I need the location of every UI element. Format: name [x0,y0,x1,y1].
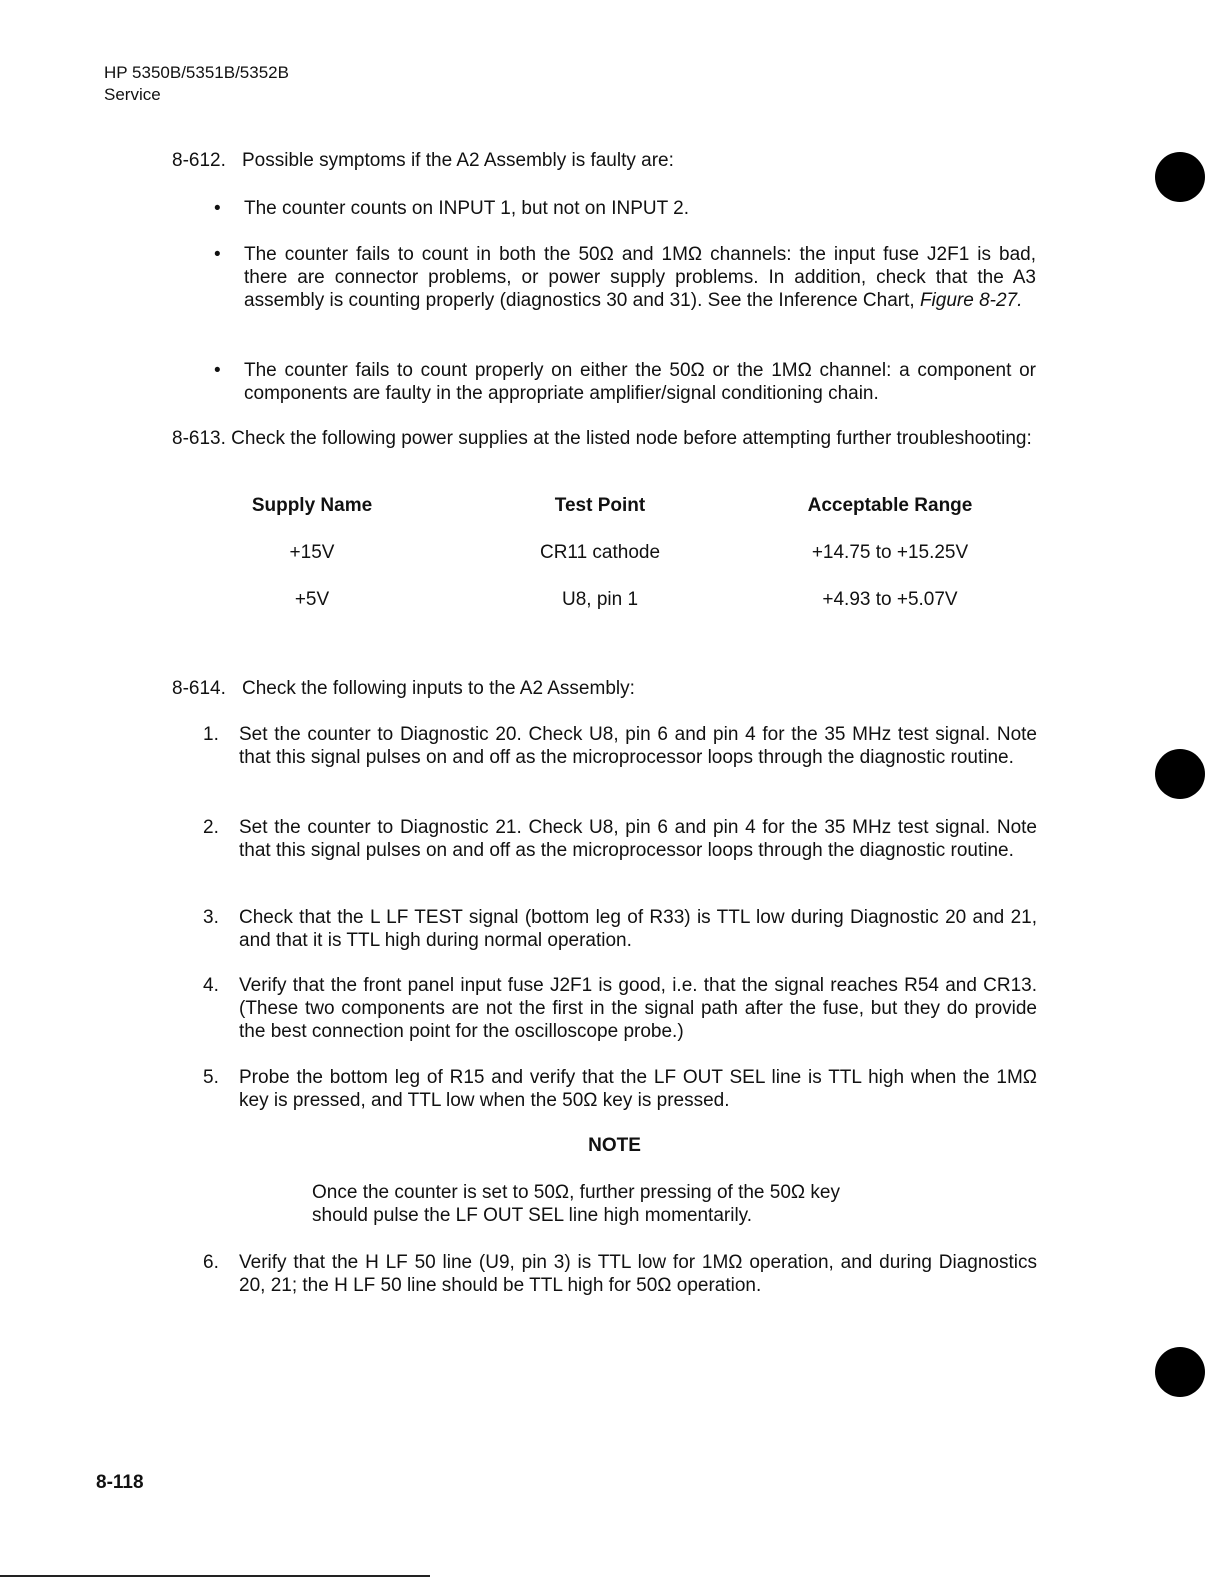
note-line: Once the counter is set to 50Ω, further pressing of the 50Ω key [312,1182,840,1203]
item-number: 1. [203,724,219,745]
numbered-item [203,1066,1037,1112]
table-cell: +4.93 to +5.07V [822,589,958,610]
table-row [0,588,1229,612]
item-text: Check that the L LF TEST signal (bottom leg of R33) is TTL low during Diagnostic 20 and 21, and that it is TTL high during normal operation. [239,907,1037,951]
numbered-item [203,816,1037,862]
paragraph-8-613 [172,427,1034,450]
column-header: Supply Name [251,495,373,516]
numbered-item [203,974,1037,1043]
numbered-item [203,906,1037,952]
punch-hole [1155,1347,1205,1397]
punch-hole [1155,749,1205,799]
bullet-text: The counter counts on INPUT 1, but not on INPUT 2. [244,198,689,219]
table-cell: +5V [294,589,330,610]
paragraph-number: 8-614. [172,678,226,699]
table-row [0,541,1229,565]
column-header: Acceptable Range [807,495,973,516]
table-header-row [0,494,1229,518]
bullet-dot-icon: • [214,244,221,265]
paragraph-number: 8-612. [172,150,226,171]
column-header: Test Point [554,495,646,516]
paragraph-text: Check the following inputs to the A2 Assembly: [242,678,635,699]
running-header [104,62,289,106]
bullet-item [214,359,1036,405]
bullet-text [244,243,1036,312]
note-line: should pulse the LF OUT SEL line high momentarily. [312,1205,753,1226]
table-cell: +14.75 to +15.25V [811,542,969,563]
paragraph-number: 8-613. [172,428,226,449]
paragraph-text: Check the following power supplies at the listed node before attempting further troubleshooting: [231,428,1032,449]
bullet-text-body: The counter fails to count in both the 50Ω and 1MΩ channels: the input fuse J2F1 is bad, there are connector problems, or power supply problems. In addition, check that the A3 assembly is counting properly (diagnostics 30 and 31). See the Inference Chart, [244,244,1036,311]
table-cell: +15V [289,542,335,563]
figure-reference: Figure 8-27. [919,290,1023,311]
item-text: Set the counter to Diagnostic 21. Check U8, pin 6 and pin 4 for the 35 MHz test signal. Note that this signal pulses on and off as the microprocessor loops through the diagnostic routine. [239,817,1037,861]
item-text: Verify that the H LF 50 line (U9, pin 3) is TTL low for 1MΩ operation, and during Diagnostics 20, 21; the H LF 50 line should be TTL high for 50Ω operation. [239,1252,1037,1296]
bullet-text: The counter fails to count properly on either the 50Ω or the 1MΩ channel: a component or components are faulty in the appropriate amplifier/signal conditioning chain. [244,360,1036,404]
paragraph-8-614 [172,677,1032,700]
item-text: Set the counter to Diagnostic 20. Check U8, pin 6 and pin 4 for the 35 MHz test signal. Note that this signal pulses on and off as the microprocessor loops through the diagnostic routine. [239,724,1037,768]
item-text: Probe the bottom leg of R15 and verify that the LF OUT SEL line is TTL high when the 1MΩ key is pressed, and TTL low when the 50Ω key is pressed. [239,1067,1037,1111]
paragraph-text: Possible symptoms if the A2 Assembly is faulty are: [242,150,674,171]
page-number: 8-118 [96,1472,144,1493]
numbered-item [203,723,1037,769]
bullet-dot-icon: • [214,360,221,381]
bullet-item [214,243,1036,312]
header-model: HP 5350B/5351B/5352B [104,63,289,82]
footer-rule [0,1575,430,1577]
punch-hole [1155,152,1205,202]
note-body [312,1181,932,1227]
item-number: 2. [203,817,219,838]
item-number: 6. [203,1252,219,1273]
item-number: 5. [203,1067,219,1088]
header-section: Service [104,85,161,104]
note-title: NOTE [588,1135,641,1156]
numbered-item [203,1251,1037,1297]
table-cell: U8, pin 1 [561,589,639,610]
item-text: Verify that the front panel input fuse J2F1 is good, i.e. that the signal reaches R54 and CR13. (These two components are not the first in the signal path after the fuse, but they do provide the best connection point for the oscilloscope probe.) [239,975,1037,1042]
item-number: 3. [203,907,219,928]
item-number: 4. [203,975,219,996]
table-cell: CR11 cathode [539,542,661,563]
paragraph-8-612 [172,149,1032,172]
bullet-dot-icon: • [214,198,221,219]
bullet-item [214,197,1036,220]
